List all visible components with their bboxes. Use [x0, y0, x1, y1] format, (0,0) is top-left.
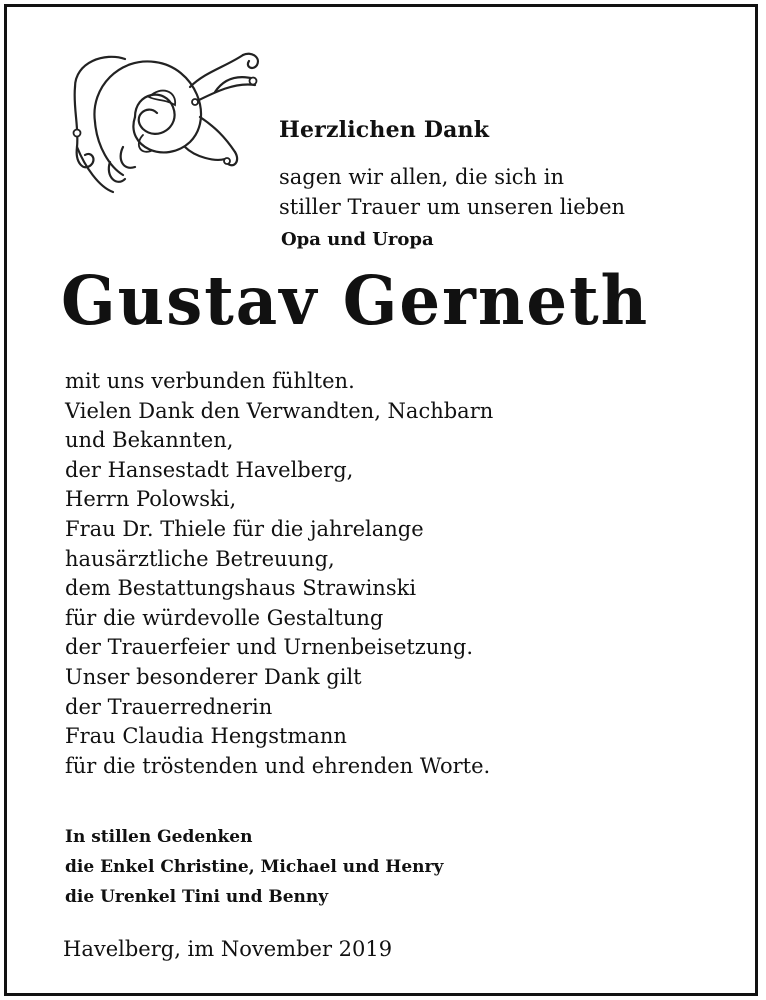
place-date: Havelberg, im November 2019 — [63, 937, 393, 961]
signature-line: In stillen Gedenken — [65, 827, 253, 847]
body-line: und Bekannten, — [65, 428, 234, 453]
body-line: der Hansestadt Havelberg, — [65, 457, 354, 482]
body-line: Herrn Polowski, — [65, 487, 237, 512]
body-line: der Trauerrednerin — [65, 694, 273, 719]
signature-line: die Enkel Christine, Michael und Henry — [65, 857, 444, 877]
body-line: für die tröstenden und ehrenden Worte. — [65, 753, 491, 778]
body-line: Frau Claudia Hengstmann — [65, 724, 347, 749]
relation-label: Opa und Uropa — [281, 229, 434, 250]
signature-block — [65, 822, 443, 912]
body-line: für die würdevolle Gestaltung — [65, 605, 384, 630]
signature-line: die Urenkel Tini und Benny — [65, 887, 329, 907]
announcement-frame — [4, 4, 758, 996]
floral-scroll-ornament-icon — [65, 47, 275, 197]
intro-line-1: sagen wir allen, die sich in — [279, 165, 564, 189]
body-line: dem Bestattungshaus Strawinski — [65, 576, 417, 601]
body-line: der Trauerfeier und Urnenbeisetzung. — [65, 635, 474, 660]
body-line: Frau Dr. Thiele für die jahrelange — [65, 516, 424, 541]
body-line: mit uns verbunden fühlten. — [65, 369, 355, 393]
body-line: Unser besonderer Dank gilt — [65, 664, 362, 689]
body-line: hausärztliche Betreuung, — [65, 546, 335, 571]
heading-herzlichen-dank: Herzlichen Dank — [279, 117, 490, 143]
deceased-name: Gustav Gerneth — [61, 262, 650, 341]
intro-line-2: stiller Trauer um unseren lieben — [279, 195, 626, 219]
body-text — [65, 367, 705, 781]
body-line: Vielen Dank den Verwandten, Nachbarn — [65, 398, 494, 423]
